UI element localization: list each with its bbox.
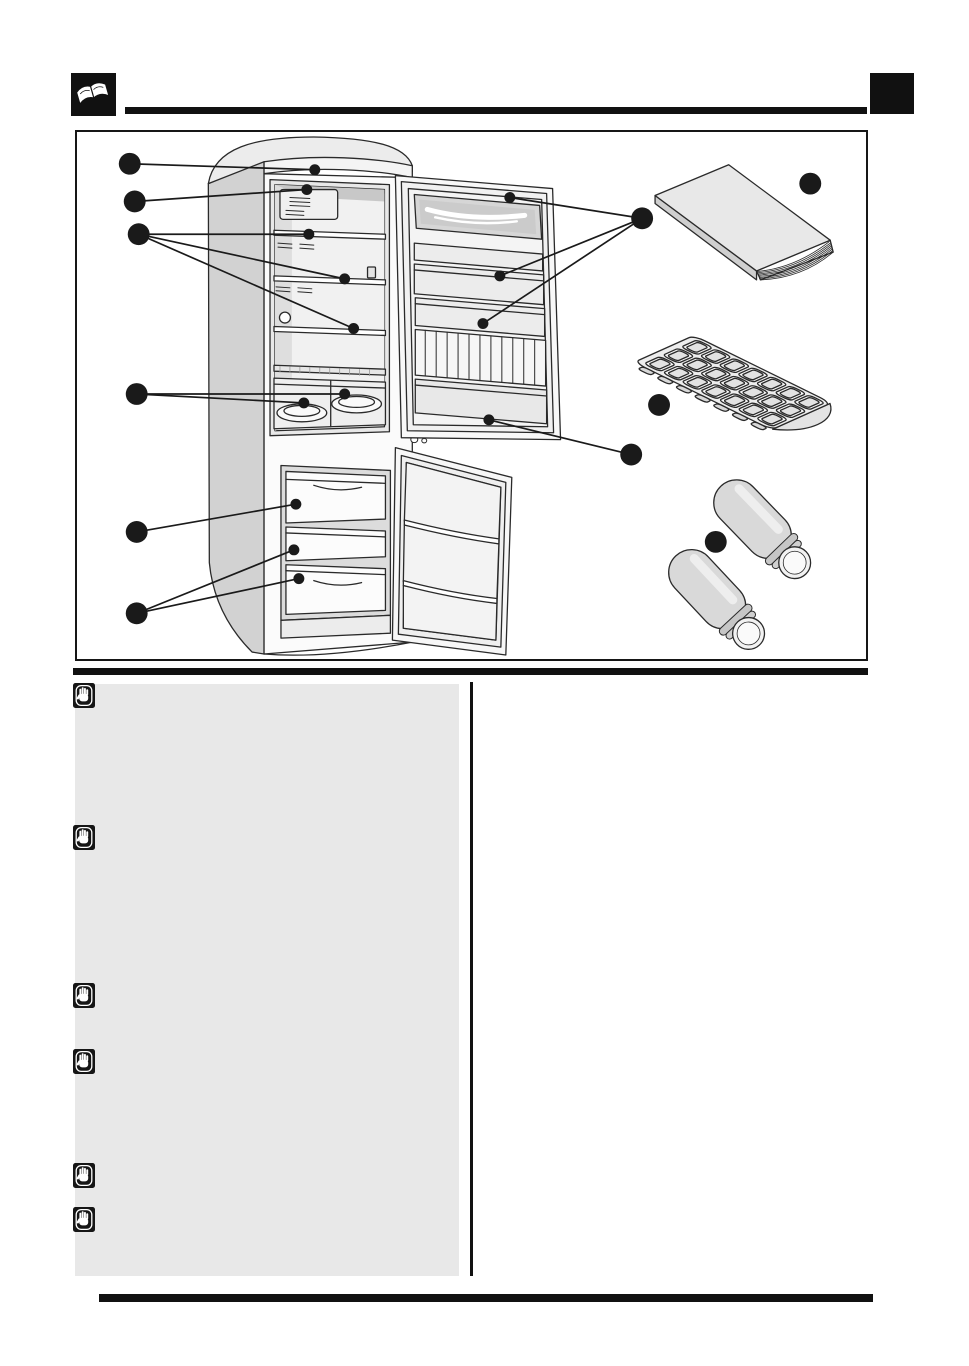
callout-target-dot — [483, 414, 494, 425]
callout-target-dot — [290, 499, 301, 510]
figure-box — [75, 130, 868, 661]
callout-target-dot — [339, 273, 350, 284]
callout-target-dot — [298, 397, 309, 408]
callout-marker — [631, 207, 653, 229]
callout-target-dot — [477, 318, 488, 329]
footer-rule — [99, 1294, 873, 1302]
freezer-door — [392, 448, 511, 655]
page-corner-block — [870, 73, 914, 114]
open-book-icon — [71, 73, 116, 116]
header-rule — [125, 107, 867, 114]
callout-target-dot — [504, 192, 515, 203]
callout-marker — [126, 383, 148, 405]
hand-icon — [73, 1049, 95, 1074]
callout-marker — [126, 602, 148, 624]
callout-marker — [124, 191, 146, 213]
callout-target-dot — [301, 184, 312, 195]
column-divider — [470, 682, 473, 1276]
callout-marker — [128, 223, 150, 245]
callout-target-dot — [339, 389, 350, 400]
callout-target-dot — [309, 164, 320, 175]
hand-icon — [73, 1163, 95, 1188]
callout-marker — [799, 173, 821, 195]
hand-icon — [73, 983, 95, 1008]
fridge-door — [395, 176, 560, 440]
callout-marker — [119, 153, 141, 175]
section-rule — [73, 668, 868, 675]
callout-marker — [648, 394, 670, 416]
callout-marker — [620, 444, 642, 466]
callout-target-dot — [494, 270, 505, 281]
callout-target-dot — [303, 229, 314, 240]
hand-icon — [73, 683, 95, 708]
callout-target-dot — [288, 544, 299, 555]
cold-packs — [659, 470, 822, 659]
fridge-diagram — [77, 132, 866, 659]
callout-marker — [126, 521, 148, 543]
hand-icon — [73, 1207, 95, 1232]
callout-target-dot — [348, 323, 359, 334]
callout-marker — [705, 531, 727, 553]
ice-cube-tray — [629, 335, 848, 440]
hand-icon — [73, 825, 95, 850]
callout-target-dot — [293, 573, 304, 584]
notes-panel — [75, 684, 459, 1276]
